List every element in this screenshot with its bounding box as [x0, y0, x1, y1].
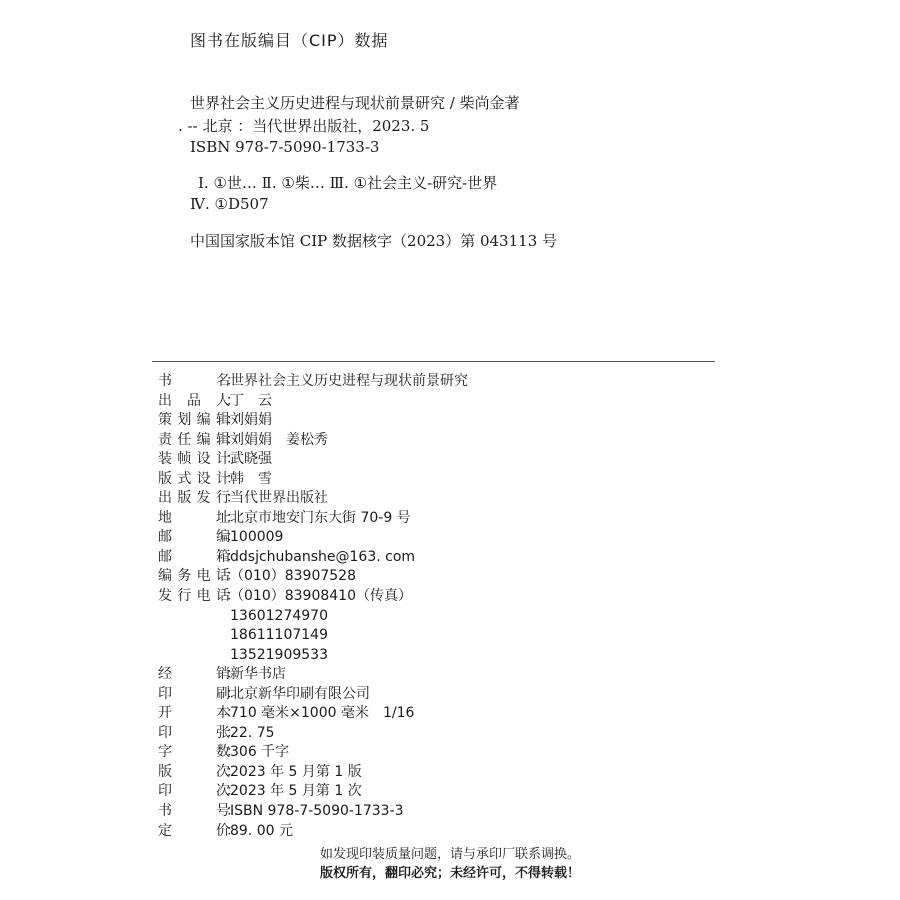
info-value: 世界社会主义历史进程与现状前景研究: [230, 373, 468, 389]
info-row: [158, 392, 468, 412]
info-label: 开本: [158, 705, 230, 722]
info-value: ISBN 978-7-5090-1733-3: [230, 803, 404, 820]
info-label: 出品人: [158, 392, 230, 409]
info-row: [158, 567, 468, 587]
info-row: [158, 743, 468, 763]
info-value: 刘娟娟 姜松秀: [230, 431, 328, 448]
cip-classification-line: Ⅰ. ①世… Ⅱ. ①柴… Ⅲ. ①社会主义-研究-世界: [198, 174, 498, 192]
info-row: [158, 607, 468, 627]
info-value: （010）83907528: [230, 568, 356, 585]
info-value: （010）83908410（传真）: [230, 588, 412, 605]
info-label: 策划编辑: [158, 412, 230, 429]
info-row: [158, 489, 468, 509]
info-label: 出版发行: [158, 490, 230, 507]
info-value: 武晓强: [230, 451, 272, 468]
info-label: [158, 626, 230, 646]
info-label: 印次: [158, 783, 230, 800]
info-value: 13521909533: [230, 646, 328, 663]
info-label: 责任编辑: [158, 431, 230, 448]
info-label: 地址: [158, 509, 230, 526]
cip-heading: 图书在版编目（CIP）数据: [190, 31, 389, 50]
copyright-notice: 版权所有，翻印必究；未经许可，不得转载！: [319, 866, 580, 881]
info-label: 发行电话: [158, 588, 230, 605]
info-row: [158, 587, 468, 607]
info-row: [158, 704, 468, 724]
info-label: 印张: [158, 724, 230, 741]
info-value: 北京市地安门东大街 70-9 号: [230, 509, 411, 526]
info-label: 邮编: [158, 529, 230, 546]
info-row: [158, 763, 468, 783]
cip-classification-line: Ⅳ. ①D507: [190, 195, 269, 213]
info-label: 书名: [158, 373, 230, 389]
cip-publisher-line: . -- 北京 ：当代世界出版社，2023. 5: [178, 117, 430, 135]
info-row: [158, 372, 468, 392]
info-value: 2023 年 5 月第 1 版: [230, 763, 362, 780]
info-row: [158, 822, 468, 842]
info-label: 印刷: [158, 685, 230, 702]
info-value: 当代世界出版社: [230, 490, 328, 507]
info-row: [158, 665, 468, 685]
info-row: [158, 548, 468, 568]
info-value: 北京新华印刷有限公司: [230, 685, 370, 702]
info-row: [158, 470, 468, 490]
info-label: 编务电话: [158, 568, 230, 585]
cip-title-line: 世界社会主义历史进程与现状前景研究 / 柴尚金著: [190, 94, 520, 112]
info-value: 710 毫米×1000 毫米 1/16: [230, 705, 415, 722]
info-value: 丁 云: [230, 392, 272, 409]
info-label: [158, 607, 230, 627]
info-row: [158, 802, 468, 822]
info-value: 18611107149: [230, 627, 328, 644]
info-value: 新华书店: [230, 666, 286, 683]
info-label: 装帧设计: [158, 451, 230, 468]
info-row: [158, 411, 468, 431]
info-row: [158, 724, 468, 744]
info-row: [158, 646, 468, 666]
info-row: [158, 509, 468, 529]
cip-isbn-line: ISBN 978-7-5090-1733-3: [190, 138, 380, 156]
info-label: 版次: [158, 763, 230, 780]
cip-data-number-line: 中国国家版本馆 CIP 数据核字（2023）第 043113 号: [190, 232, 558, 250]
info-row: [158, 450, 468, 470]
info-label: 经销: [158, 666, 230, 683]
info-value: 100009: [230, 529, 284, 546]
info-label: 书号: [158, 803, 230, 820]
info-value: ddsjchubanshe@163. com: [230, 548, 416, 565]
quality-notice: 如发现印装质量问题，请与承印厂联系调换。: [319, 847, 580, 862]
info-value: 22. 75: [230, 724, 275, 741]
divider: [152, 361, 715, 362]
info-value: 刘娟娟: [230, 412, 272, 429]
info-row: [158, 528, 468, 548]
info-label: 字数: [158, 744, 230, 761]
info-label: 版式设计: [158, 470, 230, 487]
info-label: 邮箱: [158, 548, 230, 565]
info-value: 2023 年 5 月第 1 次: [230, 783, 362, 800]
info-label: 定价: [158, 822, 230, 839]
info-value: 306 千字: [230, 744, 290, 761]
info-row: [158, 431, 468, 451]
info-value: 89. 00 元: [230, 822, 293, 839]
info-label: [158, 646, 230, 666]
info-value: 韩 雪: [230, 470, 272, 487]
info-row: [158, 782, 468, 802]
info-row: [158, 626, 468, 646]
publication-info-table: [158, 372, 468, 841]
info-value: 13601274970: [230, 607, 328, 624]
info-row: [158, 685, 468, 705]
